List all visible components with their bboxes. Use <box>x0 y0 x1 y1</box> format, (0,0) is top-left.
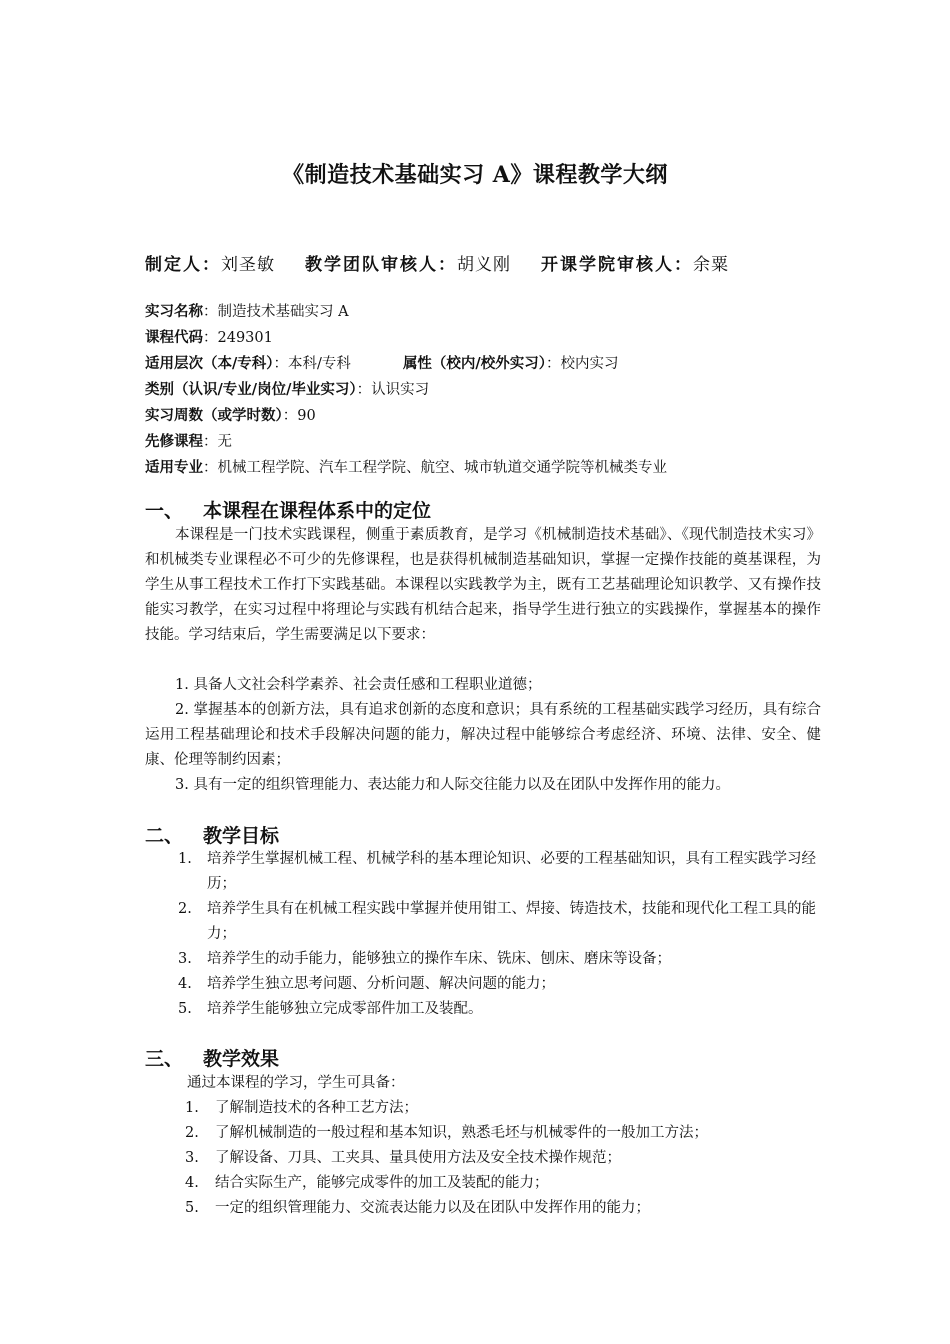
info-row-category <box>145 377 667 403</box>
info-value: ：机械工程学院、汽车工程学院、航空、城市轨道交通学院等机械类专业 <box>203 460 667 476</box>
list-text: 培养学生能够独立完成零部件加工及装配。 <box>207 1001 483 1017</box>
section-paragraph: 本课程是一门技术实践课程，侧重于素质教育，是学习《机械制造技术基础》、《现代制造技术实习》和机械类专业课程必不可少的先修课程，也是获得机械制造基础知识，掌握一定操作技能的奠基课程，为学生从事工程技术工作打下实践基础。本课程以实践教学为主，既有工艺基础理论知识教学、又有操作技能实习教学，在实习过程中将理论与实践有机结合起来，指导学生进行独立的实践操作，掌握基本的操作技能。学习结束后，学生需要满足以下要求： <box>145 527 821 643</box>
section-heading-positioning <box>145 496 431 523</box>
outcomes-list <box>145 1096 821 1221</box>
list-item <box>145 1171 821 1196</box>
requirement-item: 1. 具备人文社会科学素养、社会责任感和工程职业道德； <box>175 677 542 693</box>
info-row-level <box>145 351 667 377</box>
section-number: 二、 <box>145 825 184 847</box>
requirement-item: 3. 具有一定的组织管理能力、表达能力和人际交往能力以及在团队中发挥作用的能力。 <box>175 777 730 793</box>
info-value: ：90 <box>282 408 316 424</box>
list-text: 培养学生具有在机械工程实践中掌握并使用钳工、焊接、铸造技术，技能和现代化工程工具的能力； <box>207 901 816 942</box>
college-reviewer-label: 开课学院审核人： <box>541 255 693 275</box>
section-number: 三、 <box>145 1048 184 1070</box>
list-number: 3. <box>178 951 192 967</box>
list-item <box>145 972 821 997</box>
section-number: 一、 <box>145 500 184 522</box>
course-info <box>145 299 667 481</box>
info-label: 适用专业 <box>145 459 203 476</box>
section-title: 教学效果 <box>203 1048 280 1070</box>
list-text: 了解设备、刀具、工夹具、量具使用方法及安全技术操作规范； <box>215 1150 621 1166</box>
maker-label: 制定人： <box>145 255 221 275</box>
list-item <box>145 847 821 897</box>
info-row-code <box>145 325 667 351</box>
info-value: ：制造技术基础实习 A <box>203 304 349 320</box>
list-text: 结合实际生产，能够完成零件的加工及装配的能力； <box>215 1175 549 1191</box>
list-number: 1. <box>185 1100 199 1116</box>
list-number: 1. <box>178 851 192 867</box>
document-title: 《制造技术基础实习 A》课程教学大纲 <box>282 162 668 188</box>
info-label: 适用层次（本/专科） <box>145 355 274 372</box>
list-text: 培养学生独立思考问题、分析问题、解决问题的能力； <box>207 976 555 992</box>
list-item <box>145 1096 821 1121</box>
section-heading-objectives <box>145 821 279 848</box>
info-value: ：校内实习 <box>545 356 619 372</box>
team-reviewer-label: 教学团队审核人： <box>305 255 457 275</box>
info-label: 先修课程 <box>145 433 203 450</box>
info-row-prereq <box>145 429 667 455</box>
section-paragraph: 通过本课程的学习，学生可具备： <box>187 1075 405 1091</box>
list-text: 一定的组织管理能力、交流表达能力以及在团队中发挥作用的能力； <box>215 1200 650 1216</box>
signers-line <box>145 250 729 275</box>
list-number: 2. <box>185 1125 199 1141</box>
info-label: 属性（校内/校外实习） <box>402 355 546 372</box>
list-number: 4. <box>185 1175 199 1191</box>
info-label: 课程代码 <box>145 329 203 346</box>
list-item <box>145 1146 821 1171</box>
list-item <box>145 897 821 947</box>
college-reviewer-name: 余粟 <box>693 255 729 275</box>
list-text: 了解制造技术的各种工艺方法； <box>215 1100 418 1116</box>
section-title: 教学目标 <box>203 825 280 847</box>
list-item <box>145 947 821 972</box>
info-row-name <box>145 299 667 325</box>
info-value: ：249301 <box>203 330 273 346</box>
objectives-list <box>145 847 821 1022</box>
team-reviewer-name: 胡义刚 <box>457 255 511 275</box>
list-text: 培养学生掌握机械工程、机械学科的基本理论知识、必要的工程基础知识，具有工程实践学习经历； <box>207 851 816 892</box>
info-value: ：无 <box>203 434 232 450</box>
list-number: 4. <box>178 976 192 992</box>
info-row-weeks <box>145 403 667 429</box>
list-item <box>145 1121 821 1146</box>
list-item <box>145 1196 821 1221</box>
info-label: 类别（认识/专业/岗位/毕业实习） <box>145 381 357 398</box>
info-value: ：认识实习 <box>356 382 430 398</box>
list-item <box>145 997 821 1022</box>
list-number: 3. <box>185 1150 199 1166</box>
info-value: ：本科/专科 <box>273 356 351 372</box>
list-number: 5. <box>178 1001 192 1017</box>
info-row-major <box>145 455 667 481</box>
info-label: 实习名称 <box>145 303 203 320</box>
requirement-item: 2. 掌握基本的创新方法，具有追求创新的态度和意识；具有系统的工程基础实践学习经历，具有综合运用工程基础理论和技术手段解决问题的能力，解决过程中能够综合考虑经济、环境、法律、安全、健康、伦理等制约因素； <box>145 702 821 768</box>
maker-name: 刘圣敏 <box>221 255 275 275</box>
list-text: 培养学生的动手能力，能够独立的操作车床、铣床、刨床、磨床等设备； <box>207 951 671 967</box>
info-label: 实习周数（或学时数） <box>145 407 283 424</box>
section-heading-outcomes <box>145 1044 279 1071</box>
list-number: 5. <box>185 1200 199 1216</box>
list-text: 了解机械制造的一般过程和基本知识，熟悉毛坯与机械零件的一般加工方法； <box>215 1125 708 1141</box>
section-title: 本课程在课程体系中的定位 <box>203 500 432 522</box>
list-number: 2. <box>178 901 192 917</box>
